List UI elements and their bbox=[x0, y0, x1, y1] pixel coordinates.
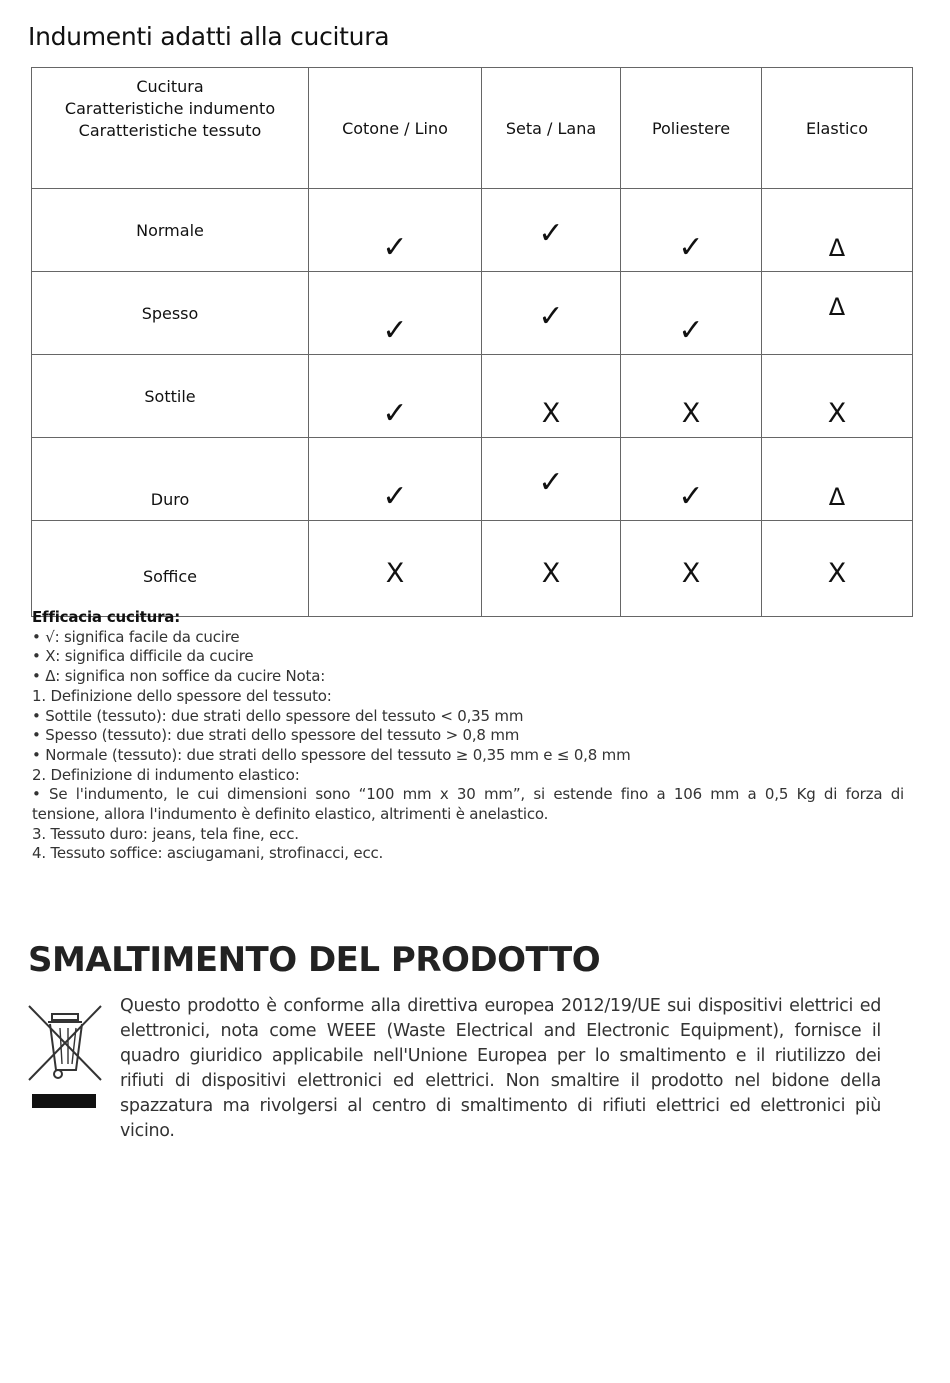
check-mark: ✓ bbox=[678, 230, 704, 265]
table-cell bbox=[309, 521, 482, 617]
cross-mark: X bbox=[681, 558, 701, 589]
row-label: Soffice bbox=[142, 567, 198, 586]
cross-mark: X bbox=[827, 558, 847, 589]
delta-mark: Δ bbox=[828, 483, 846, 511]
table-row bbox=[32, 438, 913, 521]
crossed-out-wheeled-bin-icon bbox=[26, 1000, 104, 1114]
note-line: • Sottile (tessuto): due strati dello spessore del tessuto < 0,35 mm bbox=[32, 706, 524, 725]
row-label-cell bbox=[32, 272, 309, 355]
column-header-cotton-linen: Cotone / Lino bbox=[309, 68, 482, 189]
page-title: Indumenti adatti alla cucitura bbox=[28, 22, 390, 51]
check-mark: ✓ bbox=[538, 465, 564, 500]
table-cell bbox=[762, 521, 913, 617]
table-row bbox=[32, 272, 913, 355]
sewing-suitability-table bbox=[31, 67, 913, 617]
header-line: Caratteristiche tessuto bbox=[78, 121, 262, 140]
table-cell bbox=[621, 438, 762, 521]
table-cell bbox=[309, 438, 482, 521]
cross-mark: X bbox=[681, 398, 701, 429]
check-mark: ✓ bbox=[382, 230, 408, 265]
check-mark: ✓ bbox=[382, 479, 408, 514]
table-cell bbox=[621, 272, 762, 355]
check-mark: ✓ bbox=[678, 313, 704, 348]
note-line-elastic-definition: • Se l'indumento, le cui dimensioni sono “100 mm x 30 mm”, si estende fino a 106 mm a 0,5 Kg di forza di bbox=[32, 785, 904, 804]
note-line: • √: significa facile da cucire bbox=[32, 627, 240, 646]
table-cell bbox=[621, 355, 762, 438]
table-cell bbox=[621, 189, 762, 272]
disposal-text: Questo prodotto è conforme alla direttiva europea 2012/19/UE sui dispositivi elettrici ed elettronici, nota come WEEE (Waste Electrical and Electronic Equipment), fornisce il quadro giuridico applicabile nell'Unione Europea per lo smaltimento e il riutilizzo dei rifiuti di dispositivi elettronici ed elettrici. Non smaltire il prodotto nel bidone della spazzatura ma rivolgersi al centro di smaltimento di rifiuti elettrici ed elettronici più vicino. bbox=[120, 996, 881, 1141]
row-label: Duro bbox=[150, 490, 190, 509]
disposal-title: SMALTIMENTO DEL PRODOTTO bbox=[28, 940, 601, 980]
note-line: • Normale (tessuto): due strati dello spessore del tessuto ≥ 0,35 mm e ≤ 0,8 mm bbox=[32, 745, 631, 764]
check-mark: ✓ bbox=[382, 313, 408, 348]
check-mark: ✓ bbox=[538, 299, 564, 334]
note-line-elastic-definition-cont: tensione, allora l'indumento è definito elastico, altrimenti è anelastico. bbox=[32, 805, 549, 824]
table-cell bbox=[482, 272, 621, 355]
column-header-elastic: Elastico bbox=[762, 68, 913, 189]
note-line-hard-fabric: 3. Tessuto duro: jeans, tela fine, ecc. bbox=[32, 824, 299, 843]
table-cell bbox=[762, 438, 913, 521]
row-label-cell bbox=[32, 355, 309, 438]
header-line: Cucitura bbox=[136, 77, 204, 96]
check-mark: ✓ bbox=[678, 479, 704, 514]
note-line: • Δ: significa non soffice da cucire Nota: bbox=[32, 667, 326, 686]
cross-mark: X bbox=[827, 398, 847, 429]
note-line: 2. Definizione di indumento elastico: bbox=[32, 765, 300, 784]
check-mark: ✓ bbox=[538, 216, 564, 251]
delta-mark: Δ bbox=[828, 234, 846, 262]
table-cell bbox=[482, 438, 621, 521]
header-line: Caratteristiche indumento bbox=[64, 99, 276, 118]
table-cell bbox=[309, 355, 482, 438]
note-line-soft-fabric: 4. Tessuto soffice: asciugamani, strofinacci, ecc. bbox=[32, 844, 384, 863]
delta-mark: Δ bbox=[828, 293, 846, 321]
table-header-row bbox=[32, 68, 913, 189]
note-line: • X: significa difficile da cucire bbox=[32, 647, 254, 666]
table-cell bbox=[482, 189, 621, 272]
row-label-cell bbox=[32, 438, 309, 521]
table-row bbox=[32, 521, 913, 617]
note-line: 1. Definizione dello spessore del tessuto: bbox=[32, 686, 332, 705]
table-cell bbox=[621, 521, 762, 617]
row-label-cell bbox=[32, 189, 309, 272]
column-header-silk-wool: Seta / Lana bbox=[482, 68, 621, 189]
table-row bbox=[32, 189, 913, 272]
table-cell bbox=[482, 521, 621, 617]
table-cell bbox=[309, 189, 482, 272]
table-header-main bbox=[32, 68, 309, 189]
row-label-cell bbox=[32, 521, 309, 617]
cross-mark: X bbox=[541, 398, 561, 429]
note-line: • Spesso (tessuto): due strati dello spessore del tessuto > 0,8 mm bbox=[32, 726, 520, 745]
notes-title: Efficacia cucitura: bbox=[32, 608, 181, 626]
cross-mark: X bbox=[541, 558, 561, 589]
table-row bbox=[32, 355, 913, 438]
sewing-notes bbox=[32, 608, 904, 864]
column-header-polyester: Poliestere bbox=[621, 68, 762, 189]
table-cell bbox=[762, 272, 913, 355]
row-label: Sottile bbox=[144, 386, 196, 406]
check-mark: ✓ bbox=[382, 396, 408, 431]
table-cell bbox=[762, 355, 913, 438]
table-cell bbox=[762, 189, 913, 272]
row-label: Normale bbox=[136, 220, 204, 240]
row-label: Spesso bbox=[141, 303, 199, 323]
cross-mark: X bbox=[385, 558, 405, 589]
table-cell bbox=[482, 355, 621, 438]
table-cell bbox=[309, 272, 482, 355]
